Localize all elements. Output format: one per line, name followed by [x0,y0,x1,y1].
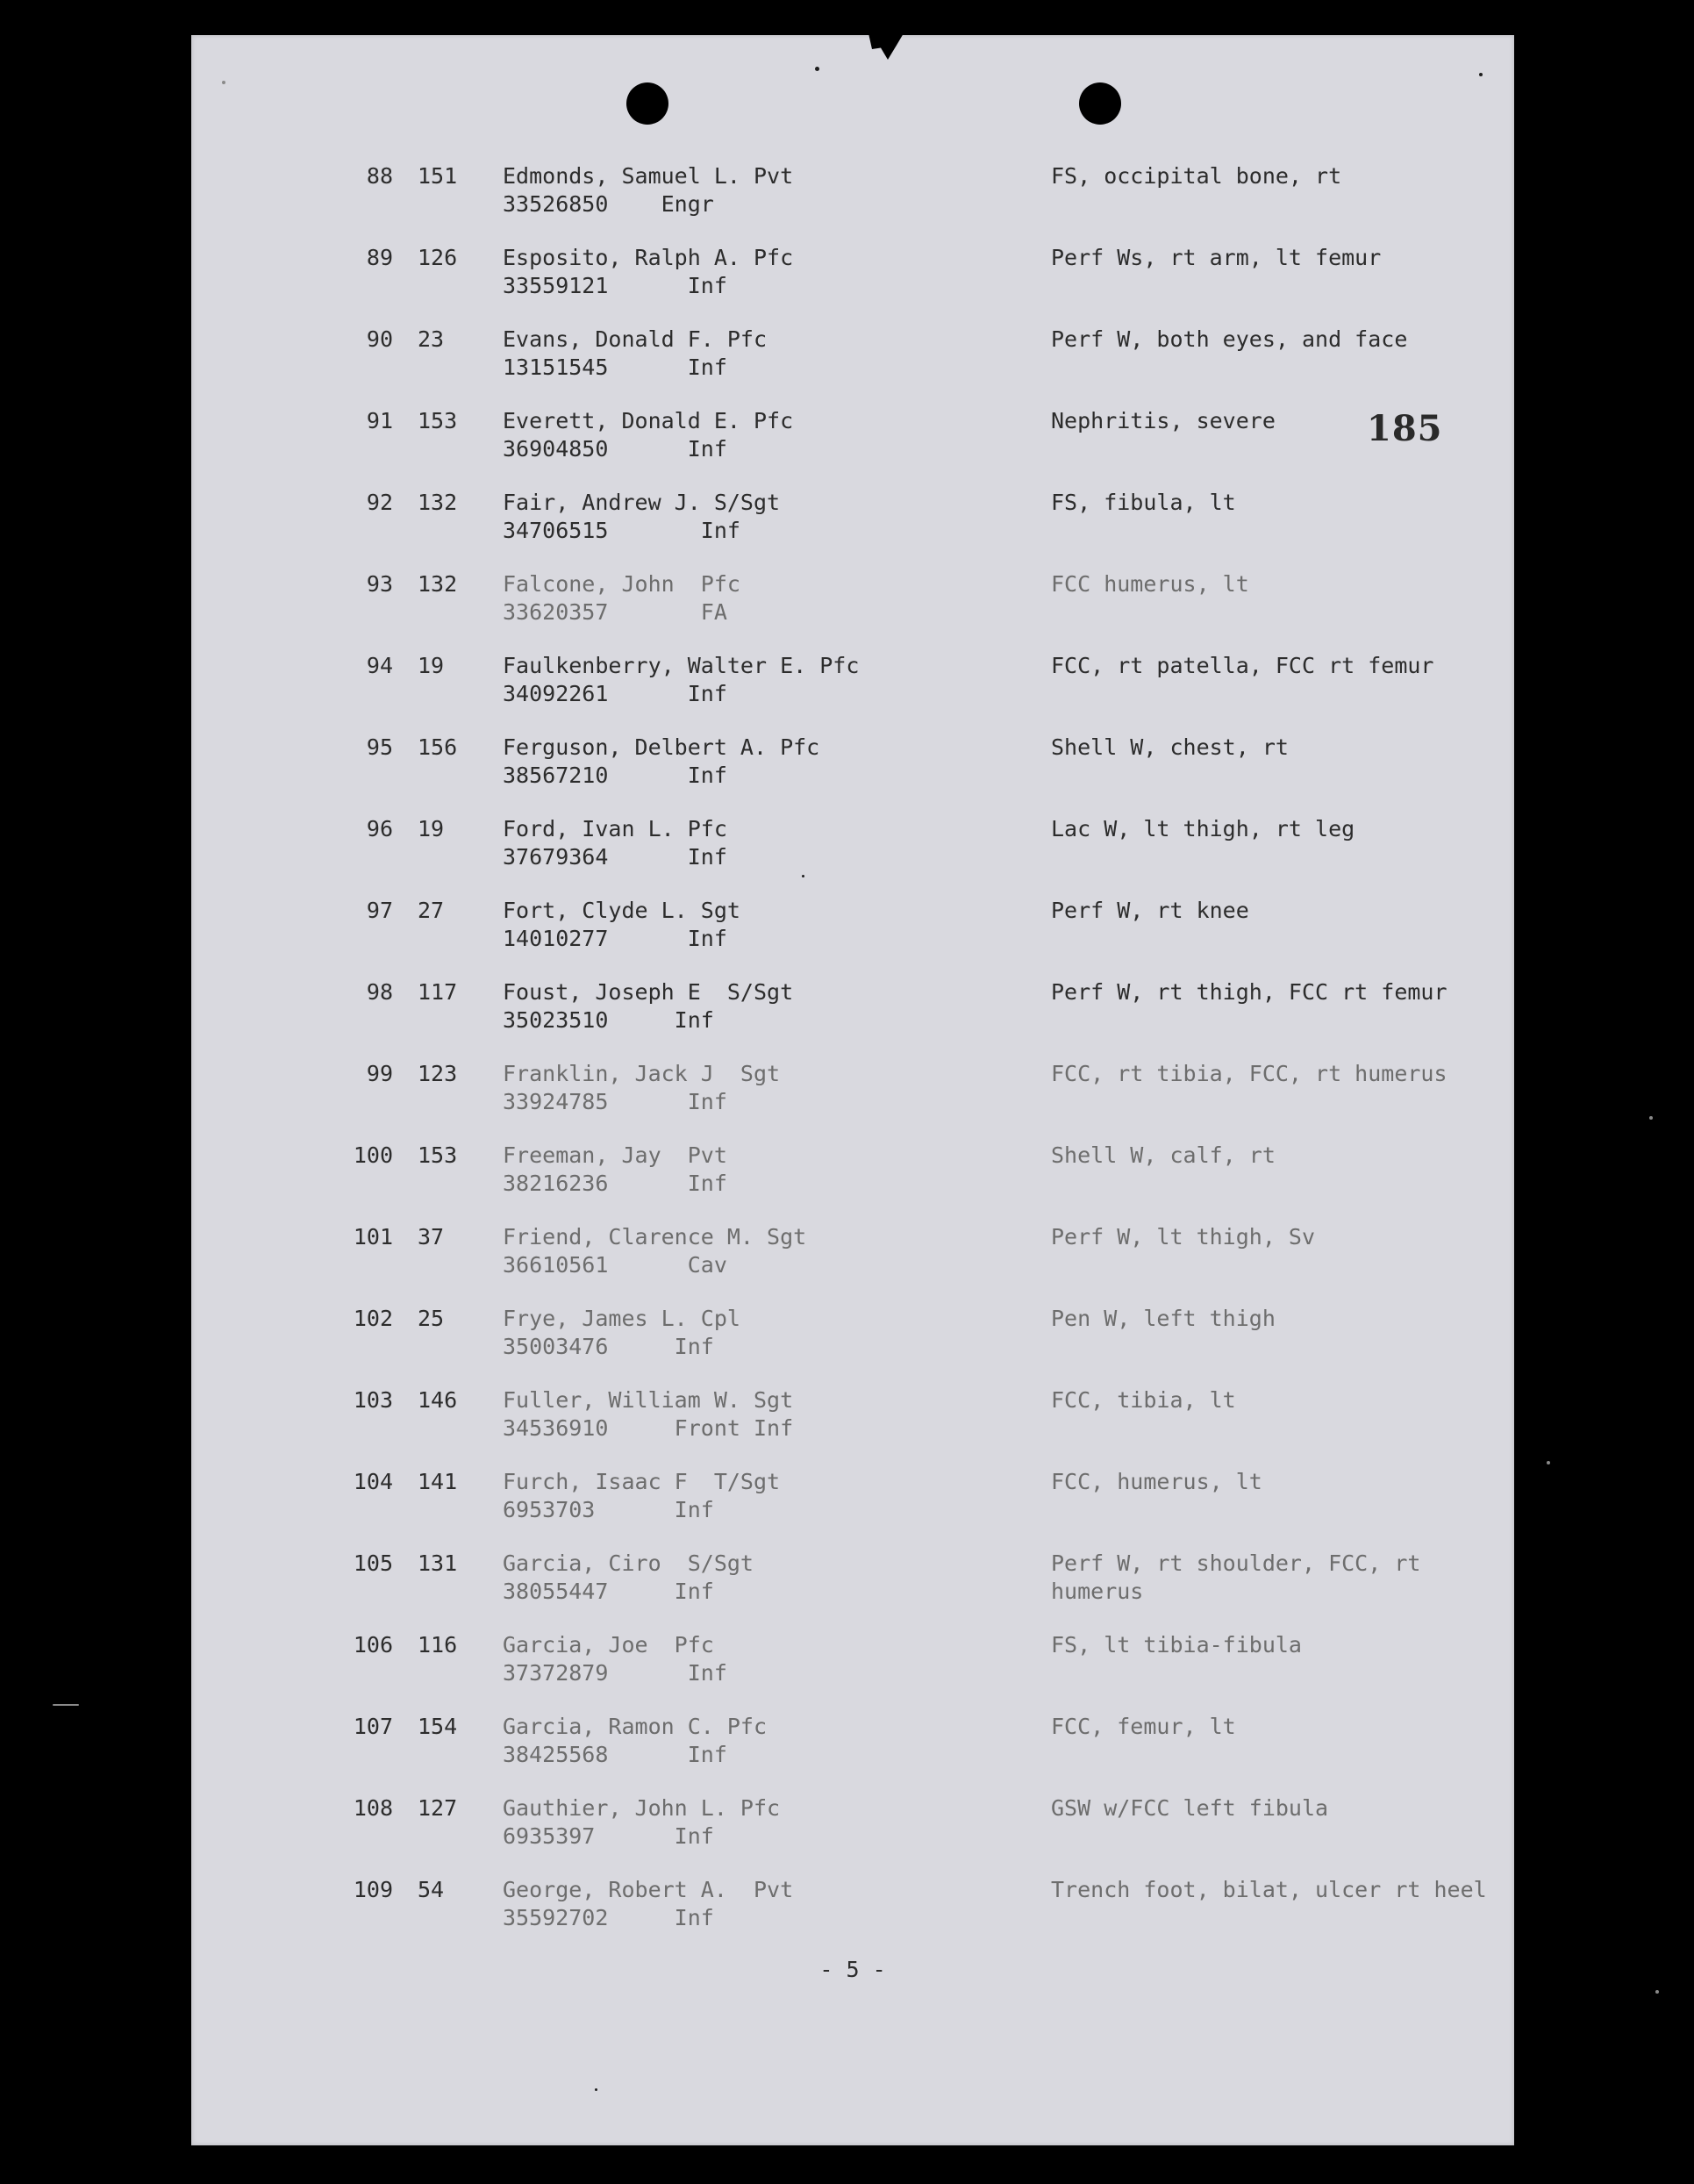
scan-speck [53,1704,79,1706]
sequence-number: 103 [353,1387,393,1413]
sequence-number: 89 [366,245,393,270]
diagnosis: GSW w/FCC left fibula [1051,1795,1329,1821]
sequence-number: 101 [353,1224,393,1250]
patient-name: Garcia, Joe Pfc [503,1632,714,1658]
sequence-number: 108 [353,1795,393,1821]
diagnosis: FS, occipital bone, rt [1051,163,1342,189]
list-item [191,1631,1514,1713]
list-item [191,570,1514,652]
serial-branch: 37372879 Inf [503,1660,727,1686]
sequence-number: 95 [366,734,393,760]
patient-name: Gauthier, John L. Pfc [503,1795,781,1821]
serial-branch: 6953703 Inf [503,1497,714,1522]
sequence-number: 106 [353,1632,393,1658]
diagnosis: Trench foot, bilat, ulcer rt heel [1051,1877,1487,1902]
reference-number: 27 [418,898,445,923]
sequence-number: 107 [353,1714,393,1739]
patient-name: Frye, James L. Cpl [503,1306,740,1331]
diagnosis: Pen W, left thigh [1051,1306,1276,1331]
list-item [191,162,1514,244]
sequence-number: 99 [366,1061,393,1086]
serial-branch: 6935397 Inf [503,1823,714,1849]
list-item [191,244,1514,326]
diagnosis: Perf W, rt knee [1051,898,1249,923]
serial-branch: 38055447 Inf [503,1579,714,1604]
diagnosis: FCC, rt patella, FCC rt femur [1051,653,1434,678]
serial-branch: 34536910 Front Inf [503,1415,794,1441]
serial-branch: 35592702 Inf [503,1905,714,1930]
list-item [191,815,1514,897]
list-item [191,1550,1514,1631]
diagnosis: Perf W, rt thigh, FCC rt femur [1051,979,1447,1005]
patient-name: Everett, Donald E. Pfc [503,408,794,433]
patient-name: Garcia, Ciro S/Sgt [503,1550,754,1576]
patient-name: Fort, Clyde L. Sgt [503,898,740,923]
list-item [191,1468,1514,1550]
punch-hole-left [626,82,668,125]
reference-number: 132 [418,571,458,597]
ink-speck [1479,73,1483,76]
diagnosis: Perf W, rt shoulder, FCC, rt humerus [1051,1550,1421,1604]
patient-name: Esposito, Ralph A. Pfc [503,245,794,270]
diagnosis: FCC, tibia, lt [1051,1387,1236,1413]
scan-speck [1655,1990,1659,1994]
list-item [191,734,1514,815]
sequence-number: 105 [353,1550,393,1576]
patient-name: Faulkenberry, Walter E. Pfc [503,653,860,678]
serial-branch: 35003476 Inf [503,1334,714,1359]
sequence-number: 104 [353,1469,393,1494]
serial-branch: 38425568 Inf [503,1742,727,1767]
list-item [191,1305,1514,1386]
list-item [191,1060,1514,1142]
reference-number: 146 [418,1387,458,1413]
serial-branch: 34092261 Inf [503,681,727,706]
reference-number: 141 [418,1469,458,1494]
list-item [191,1386,1514,1468]
list-item [191,1223,1514,1305]
list-item [191,489,1514,570]
diagnosis: FCC, rt tibia, FCC, rt humerus [1051,1061,1447,1086]
patient-name: Edmonds, Samuel L. Pvt [503,163,794,189]
diagnosis: FS, fibula, lt [1051,490,1236,515]
diagnosis: Lac W, lt thigh, rt leg [1051,816,1355,841]
scan-speck [1649,1116,1653,1120]
list-item [191,1876,1514,1958]
patient-name: Fair, Andrew J. S/Sgt [503,490,781,515]
ink-speck [815,67,819,71]
serial-branch: 37679364 Inf [503,844,727,870]
patient-name: Ford, Ivan L. Pfc [503,816,727,841]
serial-branch: 13151545 Inf [503,354,727,380]
list-item [191,897,1514,978]
reference-number: 151 [418,163,458,189]
list-item [191,326,1514,407]
serial-branch: 36610561 Cav [503,1252,727,1278]
punch-hole-right [1079,82,1121,125]
document-page [191,35,1514,2145]
reference-number: 132 [418,490,458,515]
serial-branch: 33559121 Inf [503,273,727,298]
list-item [191,1713,1514,1794]
reference-number: 153 [418,408,458,433]
torn-edge-notch [868,33,904,60]
reference-number: 131 [418,1550,458,1576]
list-item [191,652,1514,734]
diagnosis: Perf Ws, rt arm, lt femur [1051,245,1382,270]
diagnosis: Nephritis, severe [1051,408,1276,433]
patient-name: Friend, Clarence M. Sgt [503,1224,807,1250]
patient-name: Furch, Isaac F T/Sgt [503,1469,781,1494]
reference-number: 116 [418,1632,458,1658]
scan-speck [222,81,225,84]
ink-speck [595,2088,597,2091]
sequence-number: 100 [353,1142,393,1168]
scan-speck [1547,1461,1550,1464]
reference-number: 127 [418,1795,458,1821]
list-item [191,407,1514,489]
patient-name: Fuller, William W. Sgt [503,1387,794,1413]
page-number: - 5 - [819,1957,886,1982]
sequence-number: 91 [366,408,393,433]
serial-branch: 36904850 Inf [503,436,727,462]
reference-number: 153 [418,1142,458,1168]
reference-number: 123 [418,1061,458,1086]
sequence-number: 98 [366,979,393,1005]
diagnosis: FCC, femur, lt [1051,1714,1236,1739]
diagnosis: Perf W, lt thigh, Sv [1051,1224,1316,1250]
list-item [191,1794,1514,1876]
reference-number: 19 [418,653,445,678]
sequence-number: 93 [366,571,393,597]
serial-branch: 33924785 Inf [503,1089,727,1114]
patient-name: Falcone, John Pfc [503,571,740,597]
sequence-number: 90 [366,326,393,352]
diagnosis: Shell W, chest, rt [1051,734,1289,760]
serial-branch: 34706515 Inf [503,518,740,543]
reference-number: 154 [418,1714,458,1739]
serial-branch: 33620357 FA [503,599,727,625]
reference-number: 23 [418,326,445,352]
patient-name: Garcia, Ramon C. Pfc [503,1714,768,1739]
reference-number: 156 [418,734,458,760]
reference-number: 37 [418,1224,445,1250]
serial-branch: 33526850 Engr [503,191,714,217]
sequence-number: 109 [353,1877,393,1902]
sequence-number: 88 [366,163,393,189]
list-item [191,978,1514,1060]
serial-branch: 35023510 Inf [503,1007,714,1033]
diagnosis: Perf W, both eyes, and face [1051,326,1408,352]
patient-name: Freeman, Jay Pvt [503,1142,727,1168]
reference-number: 126 [418,245,458,270]
patient-name: Franklin, Jack J Sgt [503,1061,781,1086]
serial-branch: 38567210 Inf [503,763,727,788]
reference-number: 19 [418,816,445,841]
reference-number: 117 [418,979,458,1005]
reference-number: 54 [418,1877,445,1902]
reference-number: 25 [418,1306,445,1331]
sequence-number: 94 [366,653,393,678]
diagnosis: Shell W, calf, rt [1051,1142,1276,1168]
patient-name: George, Robert A. Pvt [503,1877,794,1902]
stamp-number: 185 [1367,408,1443,449]
list-item [191,1142,1514,1223]
diagnosis: FCC humerus, lt [1051,571,1249,597]
sequence-number: 96 [366,816,393,841]
sequence-number: 92 [366,490,393,515]
diagnosis: FCC, humerus, lt [1051,1469,1262,1494]
casualty-list [191,162,1514,1958]
patient-name: Foust, Joseph E S/Sgt [503,979,794,1005]
serial-branch: 38216236 Inf [503,1171,727,1196]
patient-name: Ferguson, Delbert A. Pfc [503,734,820,760]
sequence-number: 97 [366,898,393,923]
diagnosis: FS, lt tibia-fibula [1051,1632,1302,1658]
patient-name: Evans, Donald F. Pfc [503,326,768,352]
serial-branch: 14010277 Inf [503,926,727,951]
sequence-number: 102 [353,1306,393,1331]
